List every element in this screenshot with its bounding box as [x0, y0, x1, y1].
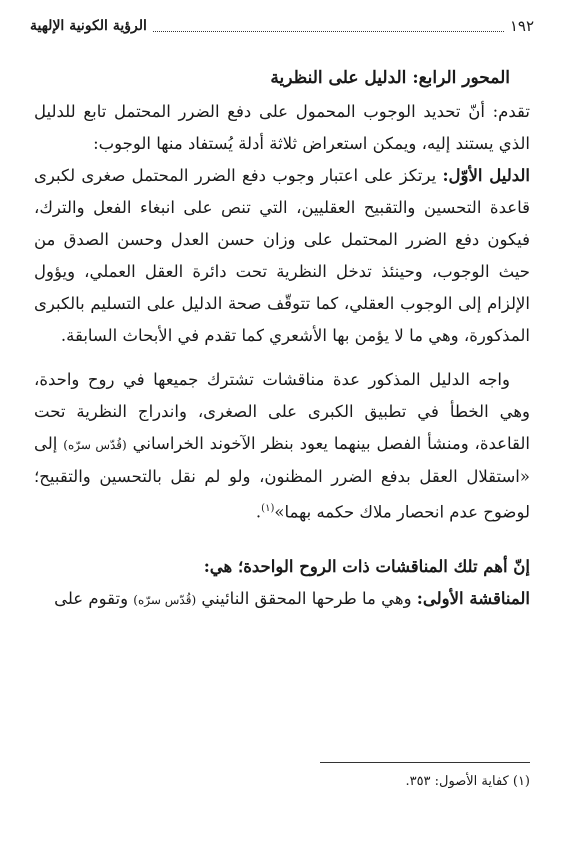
honorific-symbol: (قُدّس سرّه) [133, 592, 197, 607]
footnote: (١) كفاية الأصول: ٣٥٣. [405, 774, 530, 789]
critiques-text-2: إلى «استقلال العقل بدفع الضرر المظنون، ولو لم نقل بالتحسين والتقبيح؛ لوضوح عدم انحصار ملاك حكمه بهما» [34, 434, 530, 522]
intro-paragraph: تقدم: أنّ تحديد الوجوب المحمول على دفع الضرر المحتمل تابع للدليل الذي يستند إليه، ويمكن استعراض ثلاثة أدلة يُستفاد منها الوجوب: [34, 102, 530, 153]
first-critique-label: المناقشة الأولى: [416, 588, 530, 608]
first-critique-text-1: وهي ما طرحها المحقق النائيني [201, 588, 412, 608]
first-evidence-label: الدليل الأوّل: [442, 166, 531, 185]
running-title: الرؤية الكونية الإلهية [30, 18, 147, 34]
page-body [34, 62, 530, 616]
first-evidence-text: يرتكز على اعتبار وجوب دفع الضرر المحتمل صغرى لكبرى قاعدة التحسين والتقبيح العقليين، التي تنص على انبغاء الفعل والترك، فيكون دفع الضرر المحتمل على وزان حسن العدل وحسن الصدق من حيث الوجوب، وحينئذ تدخل النظرية تحت دائرة العقل العملي، ويؤول الإلزام إلى الوجوب العقلي، كما تتوقّف صحة الدليل على التسليم بالكبرى المذكورة، وهي ما لا يؤمن بها الأشعري كما تقدم في الأبحاث السابقة. [34, 166, 530, 345]
footnote-separator [320, 762, 530, 763]
critiques-end: . [255, 502, 262, 522]
honorific-symbol: (قُدّس سرّه) [63, 438, 127, 452]
critiques-paragraph [34, 364, 530, 529]
header-dotted-leader [153, 21, 504, 32]
first-critique-text-2: وتقوم على [54, 588, 129, 608]
first-evidence-paragraph [34, 160, 530, 352]
summary-paragraph: إنّ أهم تلك المناقشات ذات الروح الواحدة؛ هي: [203, 556, 530, 576]
footnote-reference[interactable]: (١) [261, 503, 275, 514]
critiques-text-1: واجه الدليل المذكور عدة مناقشات تشترك جميعها في روح واحدة، وهي الخطأ في تطبيق الكبرى على الصغرى، واندراج النظرية تحت القاعدة، ومنشأ الفصل بينهما يعود بنظر الآخوند الخراساني [34, 370, 531, 453]
page-number: ١٩٢ [509, 17, 534, 35]
section-heading: المحور الرابع: الدليل على النظرية [270, 68, 510, 88]
first-critique-paragraph [34, 583, 530, 616]
page-header [30, 14, 534, 38]
